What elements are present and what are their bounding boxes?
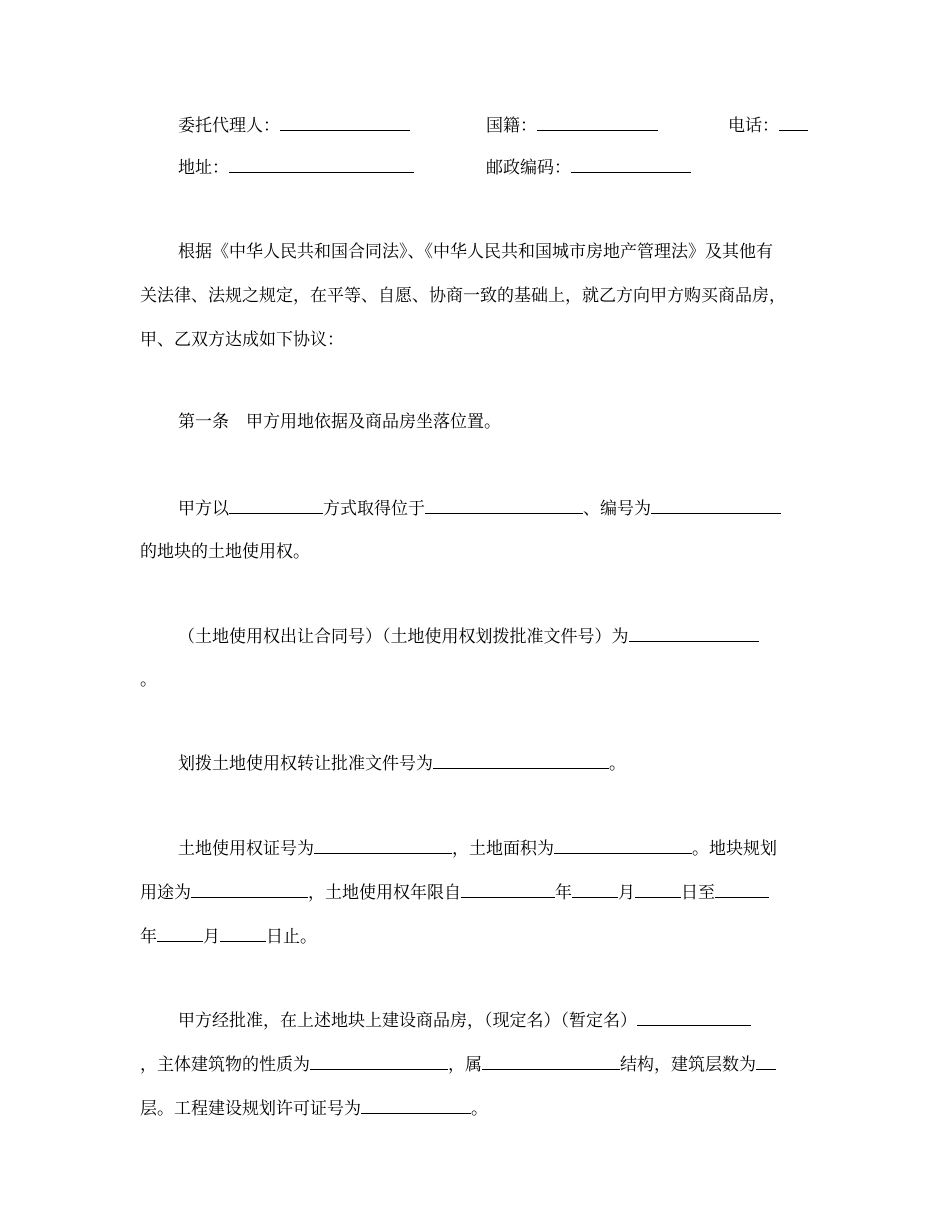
start-month-blank[interactable] (572, 880, 618, 898)
phone-blank[interactable] (779, 113, 808, 131)
structure-blank[interactable] (482, 1052, 620, 1070)
end-year-blank[interactable] (715, 880, 769, 898)
agent-field-row (178, 113, 410, 137)
land-certificate-blank[interactable] (314, 836, 452, 854)
year-label-2: 年 (140, 927, 157, 947)
building-line-1 (178, 1008, 751, 1032)
agent-blank[interactable] (280, 113, 410, 131)
land-number-blank[interactable] (651, 496, 781, 514)
building-text-2: ，主体建筑物的性质为 (140, 1055, 310, 1075)
land-cert-text-1: 土地使用权证号为 (178, 839, 314, 859)
transfer-approval-end: 。 (609, 754, 626, 774)
nationality-blank[interactable] (537, 113, 658, 131)
building-text-1: 甲方经批准，在上述地块上建设商品房，（现定名）（暂定名） (178, 1011, 637, 1031)
contract-number-line (178, 624, 759, 648)
postcode-label: 邮政编码： (486, 158, 571, 178)
land-certificate-line-1 (178, 836, 777, 860)
building-name-blank[interactable] (637, 1008, 751, 1026)
building-text-3: ，属 (448, 1055, 482, 1075)
land-use-blank[interactable] (191, 880, 308, 898)
month-label: 月 (618, 883, 635, 903)
land-acquisition-line-2: 的地块的土地使用权。 (140, 542, 310, 562)
land-acquisition-line-1 (178, 496, 781, 520)
land-location-blank[interactable] (425, 496, 583, 514)
postcode-field-row (486, 155, 691, 179)
end-month-blank[interactable] (157, 924, 203, 942)
acquisition-method-blank[interactable] (229, 496, 323, 514)
building-nature-blank[interactable] (310, 1052, 448, 1070)
building-end: 。 (471, 1099, 488, 1119)
land-cert-text-3: 。地块规划 (692, 839, 777, 859)
building-text-5: 层。工程建设规划许可证号为 (140, 1099, 361, 1119)
contract-number-end: 。 (140, 670, 157, 690)
preamble-line-2: 关法律、法规之规定，在平等、自愿、协商一致的基础上，就乙方向甲方购买商品房， (140, 286, 786, 306)
nationality-label: 国籍： (486, 116, 537, 136)
day-to-label: 日至 (681, 883, 715, 903)
phone-field-row (728, 113, 808, 137)
land-certificate-line-2 (140, 880, 769, 904)
land-acq-text-1: 甲方以 (178, 499, 229, 519)
land-cert-text-2: ，土地面积为 (452, 839, 554, 859)
land-cert-text-5: ，土地使用权年限自 (308, 883, 461, 903)
address-field-row (178, 155, 414, 179)
planning-permit-blank[interactable] (361, 1096, 471, 1114)
land-cert-text-4: 用途为 (140, 883, 191, 903)
end-day-blank[interactable] (220, 924, 266, 942)
floors-blank[interactable] (756, 1052, 776, 1070)
building-line-3 (140, 1096, 488, 1120)
land-acq-text-3: 、编号为 (583, 499, 651, 519)
start-day-blank[interactable] (635, 880, 681, 898)
building-line-2 (140, 1052, 776, 1076)
preamble-line-1: 根据《中华人民共和国合同法》、《中华人民共和国城市房地产管理法》及其他有 (178, 242, 773, 262)
phone-label: 电话： (728, 116, 779, 136)
contract-number-blank[interactable] (629, 624, 759, 642)
nationality-field-row (486, 113, 658, 137)
start-year-blank[interactable] (461, 880, 555, 898)
month-label-2: 月 (203, 927, 220, 947)
land-certificate-line-3 (140, 924, 317, 948)
address-label: 地址： (178, 158, 229, 178)
contract-number-text: （土地使用权出让合同号）（土地使用权划拨批准文件号）为 (178, 627, 629, 647)
postcode-blank[interactable] (571, 155, 691, 173)
transfer-approval-blank[interactable] (433, 751, 609, 769)
building-text-4: 结构，建筑层数为 (620, 1055, 756, 1075)
day-end-label: 日止。 (266, 927, 317, 947)
land-area-blank[interactable] (554, 836, 692, 854)
land-acq-text-2: 方式取得位于 (323, 499, 425, 519)
year-label: 年 (555, 883, 572, 903)
agent-label: 委托代理人： (178, 116, 280, 136)
transfer-approval-text: 划拨土地使用权转让批准文件号为 (178, 754, 433, 774)
address-blank[interactable] (229, 155, 414, 173)
preamble-line-3: 甲、乙双方达成如下协议： (140, 330, 344, 350)
article-1-title: 第一条 甲方用地依据及商品房坐落位置。 (178, 412, 501, 432)
transfer-approval-line (178, 751, 626, 775)
